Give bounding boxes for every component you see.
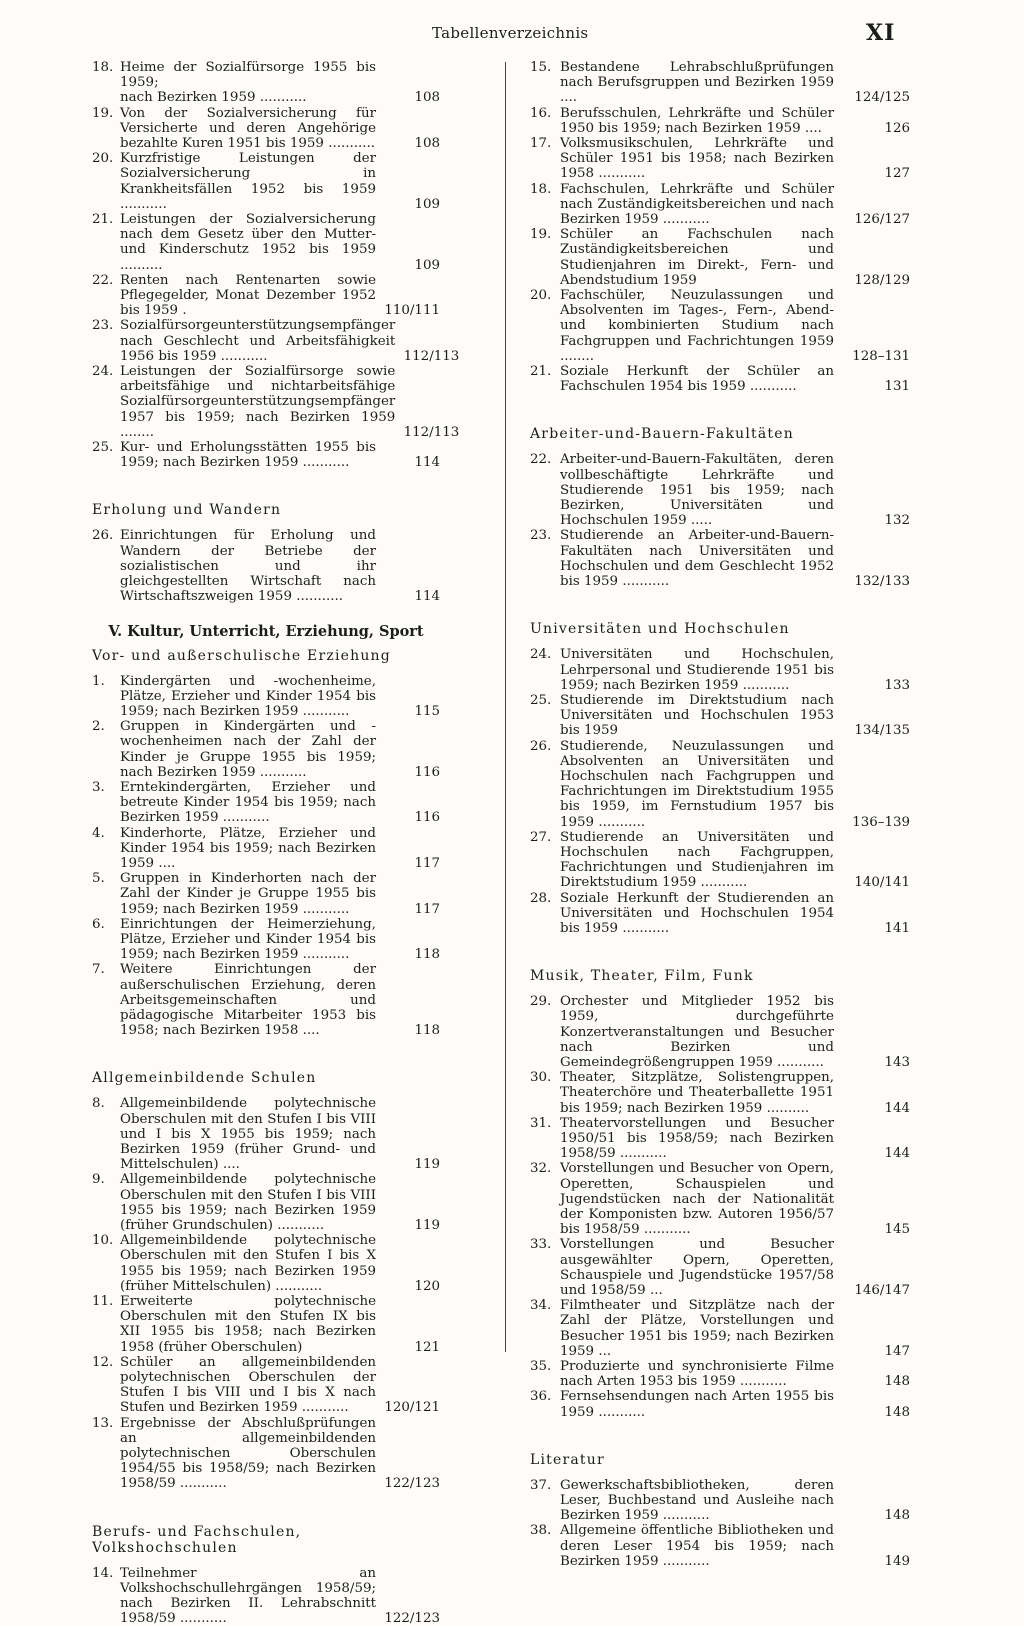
entry-page: 144 xyxy=(884,1100,910,1116)
entry-title: Theatervorstellungen und Besucher 1950/51 bis 1958/59; nach Bezirken 1958/59 ........... xyxy=(560,1115,834,1162)
entry-page: 148 xyxy=(884,1404,910,1420)
toc-entry xyxy=(92,674,440,720)
entry-page: 144 xyxy=(884,1146,910,1162)
entry-number: 18. xyxy=(530,181,552,197)
entry-number: 21. xyxy=(530,364,552,380)
entry-page: 122/123 xyxy=(384,1611,440,1626)
entry-number: 22. xyxy=(92,272,114,288)
entry-title: Fachschulen, Lehrkräfte und Schüler nach Zuständigkeitsbereichen und nach Bezirken 1959 ........... xyxy=(560,181,834,228)
entry-number: 33. xyxy=(530,1237,552,1253)
toc-entry xyxy=(92,719,440,780)
entry-page: 118 xyxy=(414,947,440,963)
entry-page: 146/147 xyxy=(854,1283,910,1299)
toc-entry xyxy=(530,364,910,394)
entry-title: Gruppen in Kinderhorten nach der Zahl der Kinder je Gruppe 1955 bis 1959; nach Bezirken 1959 ........... xyxy=(120,871,376,917)
entry-page: 110/111 xyxy=(384,303,440,319)
entry-title: Studierende im Direktstudium nach Universitäten und Hochschulen 1953 bis 1959 xyxy=(560,692,834,739)
entry-title: Arbeiter-und-Bauern-Fakultäten, deren vollbeschäftigte Lehrkräfte und Studierende 1951 bis 1959; nach Bezirken, Universitäten und Hochschulen 1959 ..... xyxy=(560,452,834,529)
toc-entry xyxy=(530,830,910,891)
toc-entry xyxy=(92,780,440,826)
toc-entry xyxy=(530,994,910,1070)
toc-entry xyxy=(92,871,440,917)
entry-page: 124/125 xyxy=(854,90,910,106)
entry-page: 140/141 xyxy=(854,875,910,891)
entry-number: 10. xyxy=(92,1233,114,1249)
toc-entry xyxy=(530,1161,910,1237)
entry-number: 13. xyxy=(92,1415,114,1431)
section-heading: Vor- und außerschulische Erziehung xyxy=(92,647,391,664)
toc-entry xyxy=(530,1237,910,1298)
entry-title: Teilnehmer an Volkshochschullehrgängen 1958/59; nach Bezirken II. Lehrabschnitt 1958/59 ........... xyxy=(120,1565,376,1626)
entry-number: 38. xyxy=(530,1523,552,1539)
toc-entry xyxy=(92,917,440,963)
entry-title: Renten nach Rentenarten sowie Pflegegelder, Monat Dezember 1952 bis 1959 . xyxy=(120,272,376,319)
toc-entry xyxy=(530,1116,910,1162)
entry-number: 29. xyxy=(530,994,552,1010)
running-title: Tabellenverzeichnis xyxy=(432,24,589,42)
entry-page: 148 xyxy=(884,1374,910,1390)
entry-title: Kinderhorte, Plätze, Erzieher und Kinder 1954 bis 1959; nach Bezirken 1959 .... xyxy=(120,825,376,871)
entry-number: 12. xyxy=(92,1354,114,1370)
entry-number: 20. xyxy=(92,151,114,167)
toc-entry xyxy=(530,1298,910,1359)
toc-entry xyxy=(92,1233,440,1294)
toc-entry xyxy=(530,739,910,830)
entry-number: 20. xyxy=(530,288,552,304)
entry-title: Filmtheater und Sitzplätze nach der Zahl der Plätze, Vorstellungen und Besucher 1951 bis 1959; nach Bezirken 1959 ... xyxy=(560,1298,834,1359)
entry-number: 18. xyxy=(92,60,114,75)
entry-number: 35. xyxy=(530,1359,552,1375)
entry-title: Fachschüler, Neuzulassungen und Absolventen im Tages-, Fern-, Abend- und kombinierten Studium nach Fachgruppen und Fachrichtungen 1959 ........ xyxy=(560,288,834,364)
entry-page: 132/133 xyxy=(854,574,910,590)
entry-title: Volksmusikschulen, Lehrkräfte und Schüler 1951 bis 1958; nach Bezirken 1958 ........... xyxy=(560,136,834,182)
toc-entry xyxy=(92,1294,440,1355)
entry-title: Schüler an allgemeinbildenden polytechnischen Oberschulen der Stufen I bis VIII und I bis X nach Stufen und Bezirken 1959 ........... xyxy=(120,1354,376,1416)
entry-page: 115 xyxy=(414,703,440,719)
entry-title: Vorstellungen und Besucher von Opern, Operetten, Schauspielen und Jugendstücken nach der Nationalität der Komponisten bzw. Autoren 1956/57 bis 1958/59 ........... xyxy=(560,1161,834,1238)
entry-title: Einrichtungen für Erholung und Wandern der Betriebe der sozialistischen und ihr gleichgestellten Wirtschaft nach Wirtschaftszweigen 1959 ........... xyxy=(120,528,376,605)
entry-number: 22. xyxy=(530,452,552,468)
toc-entry xyxy=(92,1172,440,1233)
entry-number: 31. xyxy=(530,1115,552,1131)
entry-number: 25. xyxy=(530,692,552,708)
entry-number: 26. xyxy=(530,738,552,754)
entry-title: Bestandene Lehrabschlußprüfungen nach Berufsgruppen und Bezirken 1959 .... xyxy=(560,60,834,106)
toc-entry xyxy=(530,60,910,106)
toc-entry xyxy=(530,647,910,693)
entry-number: 32. xyxy=(530,1161,552,1177)
entry-page: 117 xyxy=(414,901,440,917)
entry-page: 112/113 xyxy=(403,348,460,364)
entry-title: Theater, Sitzplätze, Solistengruppen, Theaterchöre und Theaterballette 1951 bis 1959; nach Bezirken 1959 .......... xyxy=(560,1070,834,1116)
toc-entry xyxy=(92,440,440,470)
entry-title: Von der Sozialversicherung für Versicherte und deren Angehörige bezahlte Kuren 1951 bis 1959 ........... xyxy=(120,105,376,152)
toc-entry xyxy=(530,1523,910,1569)
entry-title: Weitere Einrichtungen der außerschulischen Erziehung, deren Arbeitsgemeinschaften und pädagogische Mitarbeiter 1953 bis 1958; nach Bezirken 1958 .... xyxy=(120,962,376,1039)
toc-entry xyxy=(530,227,910,288)
entry-title: Universitäten und Hochschulen, Lehrpersonal und Studierende 1951 bis 1959; nach Bezirken 1959 ........... xyxy=(560,647,834,693)
toc-entry xyxy=(530,693,910,739)
entry-number: 1. xyxy=(92,673,105,689)
toc-entry xyxy=(92,1096,440,1172)
entry-title: Gruppen in Kindergärten und -wochenheimen nach der Zahl der Kinder je Gruppe 1955 bis 1959; nach Bezirken 1959 ........... xyxy=(120,719,376,780)
toc-entry xyxy=(92,318,460,364)
entry-title: Allgemeinbildende polytechnische Oberschulen mit den Stufen I bis VIII und I bis X 1955 bis 1959; nach Bezirken 1959 (früher Grund- und Mittelschulen) .... xyxy=(120,1096,376,1173)
entry-page: 116 xyxy=(414,764,440,780)
page-header xyxy=(0,20,1024,50)
entry-number: 2. xyxy=(92,719,105,735)
section-heading: Allgemeinbildende Schulen xyxy=(92,1070,317,1087)
entry-number: 6. xyxy=(92,916,105,932)
entry-title: Soziale Herkunft der Studierenden an Universitäten und Hochschulen 1954 bis 1959 ........... xyxy=(560,890,834,936)
entry-number: 5. xyxy=(92,871,105,887)
entry-number: 8. xyxy=(92,1096,105,1112)
entry-number: 21. xyxy=(92,212,114,228)
section-heading: Berufs- und Fachschulen, Volkshochschulen xyxy=(92,1523,302,1556)
entry-title: Kur- und Erholungsstätten 1955 bis 1959; nach Bezirken 1959 ........... xyxy=(120,440,376,471)
section-heading: Literatur xyxy=(530,1451,605,1468)
entry-page: 112/113 xyxy=(403,424,460,440)
entry-number: 15. xyxy=(530,60,552,75)
entry-page: 143 xyxy=(884,1054,910,1070)
entry-title: Sozialfürsorgeunterstützungsempfänger nach Geschlecht und Arbeitsfähigkeit 1956 bis 1959 ........... xyxy=(120,318,396,364)
entry-number: 19. xyxy=(530,227,552,243)
entry-number: 14. xyxy=(92,1565,114,1581)
entry-page: 126 xyxy=(884,120,910,136)
toc-entry xyxy=(92,962,440,1038)
entry-page: 114 xyxy=(414,589,440,605)
entry-page: 117 xyxy=(414,855,440,871)
entry-number: 16. xyxy=(530,105,552,121)
entry-title: Orchester und Mitglieder 1952 bis 1959, durchgeführte Konzertveranstaltungen und Besucher nach Bezirken und Gemeindegrößengruppen 1959 ........... xyxy=(560,994,834,1070)
entry-title: Allgemeine öffentliche Bibliotheken und deren Leser 1954 bis 1959; nach Bezirken 1959 ........... xyxy=(560,1523,834,1569)
entry-page: 133 xyxy=(884,677,910,693)
left-column xyxy=(92,60,460,1626)
toc-entry xyxy=(92,1566,440,1626)
toc-entry xyxy=(92,106,440,152)
entry-title: Studierende an Universitäten und Hochschulen nach Fachgruppen, Fachrichtungen und Studienjahren im Direktstudium 1959 ........... xyxy=(560,829,834,891)
entry-number: 24. xyxy=(530,647,552,663)
entry-title: Erweiterte polytechnische Oberschulen mit den Stufen IX bis XII 1955 bis 1958; nach Bezirken 1958 (früher Oberschulen) xyxy=(120,1294,376,1355)
entry-title: Studierende, Neuzulassungen und Absolventen an Universitäten und Hochschulen nach Fachgruppen und Fachrichtungen im Direktstudium 1955 bis 1959, im Fernstudium 1957 bis 1959 ........... xyxy=(560,738,834,830)
toc-entry xyxy=(530,136,910,182)
entry-title: Fernsehsendungen nach Arten 1955 bis 1959 ........... xyxy=(560,1389,834,1420)
entry-page: 116 xyxy=(414,810,440,826)
entry-page: 131 xyxy=(884,379,910,395)
entry-title: Studierende an Arbeiter-und-Bauern-Fakultäten nach Universitäten und Hochschulen und dem Geschlecht 1952 bis 1959 ........... xyxy=(560,528,834,590)
toc-entry xyxy=(530,182,910,228)
entry-page: 118 xyxy=(414,1023,440,1039)
entry-number: 23. xyxy=(530,528,552,544)
entry-title: Schüler an Fachschulen nach Zuständigkeitsbereichen und Studienjahren im Direkt-, Fern- und Abendstudium 1959 xyxy=(560,227,834,288)
section-heading: Arbeiter-und-Bauern-Fakultäten xyxy=(530,426,794,443)
entry-page: 120/121 xyxy=(384,1400,440,1416)
entry-number: 17. xyxy=(530,136,552,152)
toc-entry xyxy=(92,1355,440,1416)
entry-number: 36. xyxy=(530,1389,552,1405)
toc-entry xyxy=(530,1359,910,1389)
toc-entry xyxy=(92,826,440,872)
entry-page: 109 xyxy=(414,196,440,212)
entry-page: 126/127 xyxy=(854,212,910,228)
section-heading: Erholung und Wandern xyxy=(92,502,282,519)
entry-title: Berufsschulen, Lehrkräfte und Schüler 1950 bis 1959; nach Bezirken 1959 .... xyxy=(560,105,834,136)
entry-title: Leistungen der Sozialfürsorge sowie arbeitsfähige und nichtarbeitsfähige Sozialfürsorgeunterstützungsempfänger 1957 bis 1959; nach Bezirken 1959 ........ xyxy=(120,364,396,440)
entry-number: 24. xyxy=(92,364,114,380)
toc-entry xyxy=(530,106,910,136)
entry-title: Kindergärten und -wochenheime, Plätze, Erzieher und Kinder 1954 bis 1959; nach Bezirken 1959 ........... xyxy=(120,673,376,719)
entry-title: Vorstellungen und Besucher ausgewählter Opern, Operetten, Schauspiele und Jugendstücke 1957/58 und 1958/59 ... xyxy=(560,1237,834,1299)
entry-page: 149 xyxy=(884,1553,910,1569)
entry-number: 25. xyxy=(92,440,114,456)
toc-entry xyxy=(92,273,440,319)
entry-page: 128–131 xyxy=(852,348,910,364)
entry-page: 108 xyxy=(414,136,440,152)
entry-page: 114 xyxy=(414,455,440,471)
toc-entry xyxy=(92,1416,440,1492)
entry-title: Soziale Herkunft der Schüler an Fachschulen 1954 bis 1959 ........... xyxy=(560,364,834,395)
entry-title: Produzierte und synchronisierte Filme nach Arten 1953 bis 1959 ........... xyxy=(560,1359,834,1390)
entry-title: Ergebnisse der Abschlußprüfungen an allgemeinbildenden polytechnischen Oberschulen 1954/55 bis 1958/59; nach Bezirken 1958/59 ........... xyxy=(120,1415,376,1492)
entry-title: Kurzfristige Leistungen der Sozialversicherung in Krankheitsfällen 1952 bis 1959 ........... xyxy=(120,151,376,212)
entry-page: 122/123 xyxy=(384,1476,440,1492)
toc-entry xyxy=(530,288,910,364)
entry-number: 23. xyxy=(92,318,114,334)
toc-entry xyxy=(530,1070,910,1116)
entry-title: Allgemeinbildende polytechnische Oberschulen mit den Stufen I bis VIII 1955 bis 1959; nach Bezirken 1959 (früher Grundschulen) ........... xyxy=(120,1172,376,1233)
entry-title: Erntekindergärten, Erzieher und betreute Kinder 1954 bis 1959; nach Bezirken 1959 ........... xyxy=(120,779,376,826)
toc-entry xyxy=(92,364,460,440)
entry-number: 4. xyxy=(92,825,105,841)
entry-number: 11. xyxy=(92,1294,114,1310)
entry-page: 141 xyxy=(884,920,910,936)
entry-title: Heime der Sozialfürsorge 1955 bis 1959; nach Bezirken 1959 ........... xyxy=(120,60,376,106)
toc-entry xyxy=(530,1478,910,1524)
entry-page: 127 xyxy=(884,166,910,182)
entry-page: 121 xyxy=(414,1339,440,1355)
entry-number: 27. xyxy=(530,829,552,845)
toc-entry xyxy=(530,528,910,589)
entry-page: 119 xyxy=(414,1157,440,1173)
column-divider xyxy=(505,62,506,1352)
entry-page: 134/135 xyxy=(854,723,910,739)
entry-number: 28. xyxy=(530,890,552,906)
toc-entry xyxy=(92,60,440,106)
entry-title: Allgemeinbildende polytechnische Oberschulen mit den Stufen I bis X 1955 bis 1959; nach Bezirken 1959 (früher Mittelschulen) ........... xyxy=(120,1233,376,1294)
entry-number: 30. xyxy=(530,1070,552,1086)
toc-entry xyxy=(92,212,440,273)
entry-title: Leistungen der Sozialversicherung nach dem Gesetz über den Mutter- und Kinderschutz 1952 bis 1959 .......... xyxy=(120,212,376,273)
toc-entry xyxy=(92,528,440,604)
entry-page: 109 xyxy=(414,257,440,273)
toc-entry xyxy=(92,151,440,212)
entry-number: 9. xyxy=(92,1172,105,1188)
entry-number: 19. xyxy=(92,105,114,121)
chapter-heading: V. Kultur, Unterricht, Erziehung, Sport xyxy=(108,622,424,640)
toc-entry xyxy=(530,1389,910,1419)
page-number: XI xyxy=(866,20,896,46)
entry-number: 34. xyxy=(530,1298,552,1314)
entry-page: 108 xyxy=(414,90,440,106)
section-heading: Musik, Theater, Film, Funk xyxy=(530,968,754,985)
entry-page: 120 xyxy=(414,1278,440,1294)
section-heading: Universitäten und Hochschulen xyxy=(530,621,790,638)
right-column xyxy=(530,60,910,1569)
entry-number: 3. xyxy=(92,779,105,795)
entry-page: 148 xyxy=(884,1508,910,1524)
entry-title: Einrichtungen der Heimerziehung, Plätze, Erzieher und Kinder 1954 bis 1959; nach Bezirken 1959 ........... xyxy=(120,916,376,963)
entry-page: 136–139 xyxy=(852,814,910,830)
entry-page: 119 xyxy=(414,1218,440,1233)
entry-page: 145 xyxy=(884,1222,910,1238)
entry-page: 132 xyxy=(884,513,910,529)
entry-number: 7. xyxy=(92,962,105,978)
entry-number: 26. xyxy=(92,528,114,544)
entry-page: 128/129 xyxy=(854,272,910,288)
entry-page: 147 xyxy=(884,1343,910,1359)
entry-title: Gewerkschaftsbibliotheken, deren Leser, Buchbestand und Ausleihe nach Bezirken 1959 ........... xyxy=(560,1477,834,1524)
entry-number: 37. xyxy=(530,1477,552,1493)
toc-entry xyxy=(530,891,910,937)
toc-entry xyxy=(530,452,910,528)
